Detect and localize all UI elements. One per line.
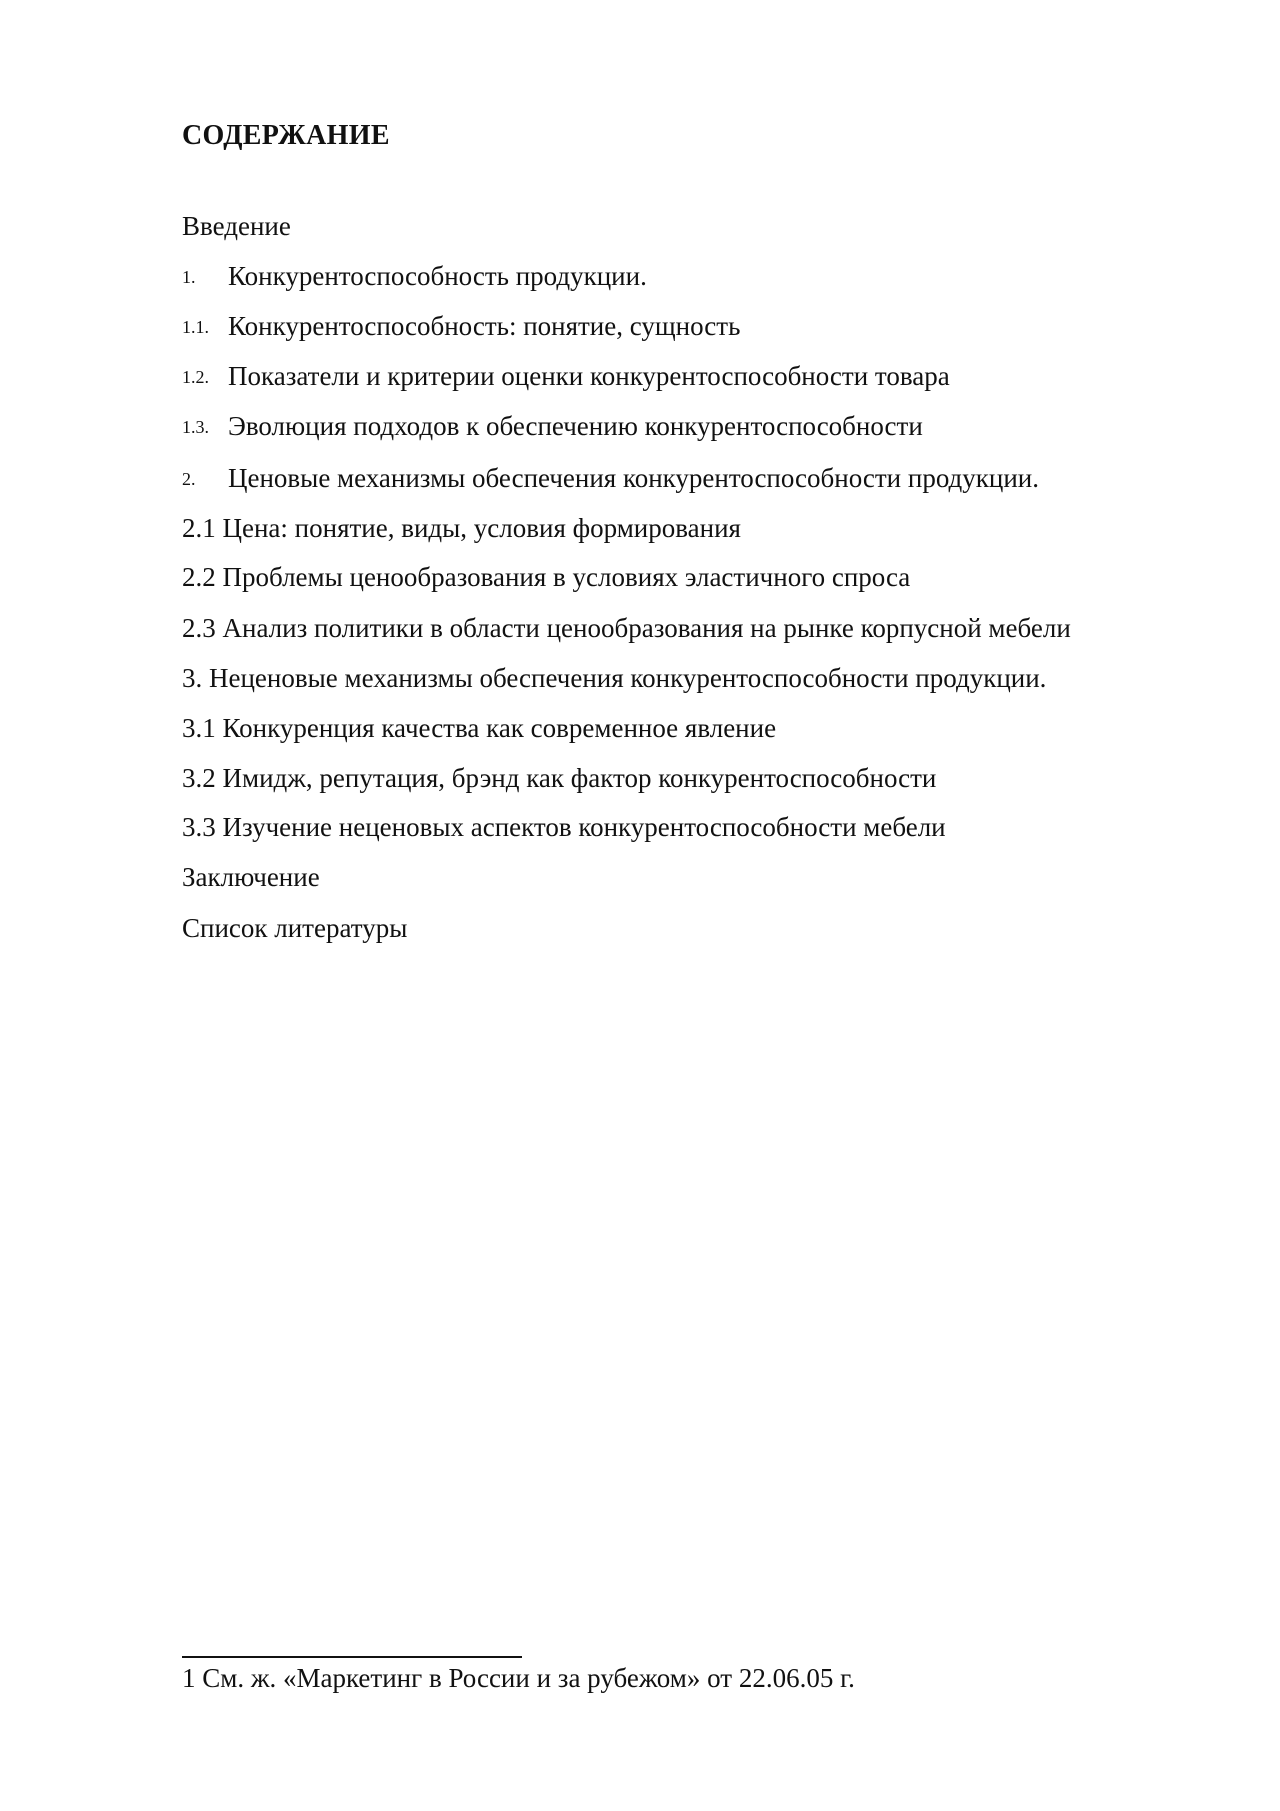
toc-entry-text: Список литературы xyxy=(182,913,408,943)
toc-entry-text: Показатели и критерии оценки конкурентоспособности товара xyxy=(228,361,950,391)
toc-entry-text: Конкурентоспособность: понятие, сущность xyxy=(228,311,741,341)
toc-entry-text: 2.2 Проблемы ценообразования в условиях эластичного спроса xyxy=(182,562,911,592)
toc-entry-number: 1.3. xyxy=(182,417,209,437)
toc-entry-text: 2.1 Цена: понятие, виды, условия формирования xyxy=(182,513,741,543)
toc-entry xyxy=(182,561,910,593)
toc-entry-text: 3.2 Имидж, репутация, брэнд как фактор конкурентоспособности xyxy=(182,763,937,793)
toc-entry xyxy=(182,612,1071,644)
toc-entry-text: Конкурентоспособность продукции. xyxy=(228,261,647,291)
page-title: СОДЕРЖАНИЕ xyxy=(182,120,390,151)
toc-entry xyxy=(182,912,407,944)
toc-entry xyxy=(182,210,291,242)
toc-entry-number: 2. xyxy=(182,469,196,489)
toc-entry-number: 1.1. xyxy=(182,317,209,337)
toc-entry xyxy=(182,410,923,443)
footnote-divider xyxy=(182,1656,522,1658)
toc-entry xyxy=(182,662,1046,694)
toc-entry-text: 3. Неценовые механизмы обеспечения конкурентоспособности продукции. xyxy=(182,663,1047,693)
toc-entry-number: 1.2. xyxy=(182,367,209,387)
toc-entry xyxy=(182,360,950,393)
toc-entry-text: Введение xyxy=(182,211,291,241)
toc-entry-text: Эволюция подходов к обеспечению конкурентоспособности xyxy=(228,411,923,441)
toc-entry xyxy=(182,861,320,893)
toc-entry xyxy=(182,712,776,744)
toc-entry xyxy=(182,462,1039,495)
footnote: 1 См. ж. «Маркетинг в России и за рубежом» от 22.06.05 г. xyxy=(182,1663,855,1693)
toc-entry-text: 3.1 Конкуренция качества как современное явление xyxy=(182,713,777,743)
toc-entry xyxy=(182,310,740,343)
toc-entry xyxy=(182,260,647,293)
toc-entry xyxy=(182,512,741,544)
toc-entry-text: 2.3 Анализ политики в области ценообразования на рынке корпусной мебели xyxy=(182,613,1071,643)
toc-entry xyxy=(182,811,946,843)
toc-entry xyxy=(182,762,936,794)
toc-entry-text: 3.3 Изучение неценовых аспектов конкурентоспособности мебели xyxy=(182,812,946,842)
toc-entry-text: Заключение xyxy=(182,862,320,892)
toc-entry-text: Ценовые механизмы обеспечения конкурентоспособности продукции. xyxy=(228,463,1040,493)
toc-entry-number: 1. xyxy=(182,267,196,287)
